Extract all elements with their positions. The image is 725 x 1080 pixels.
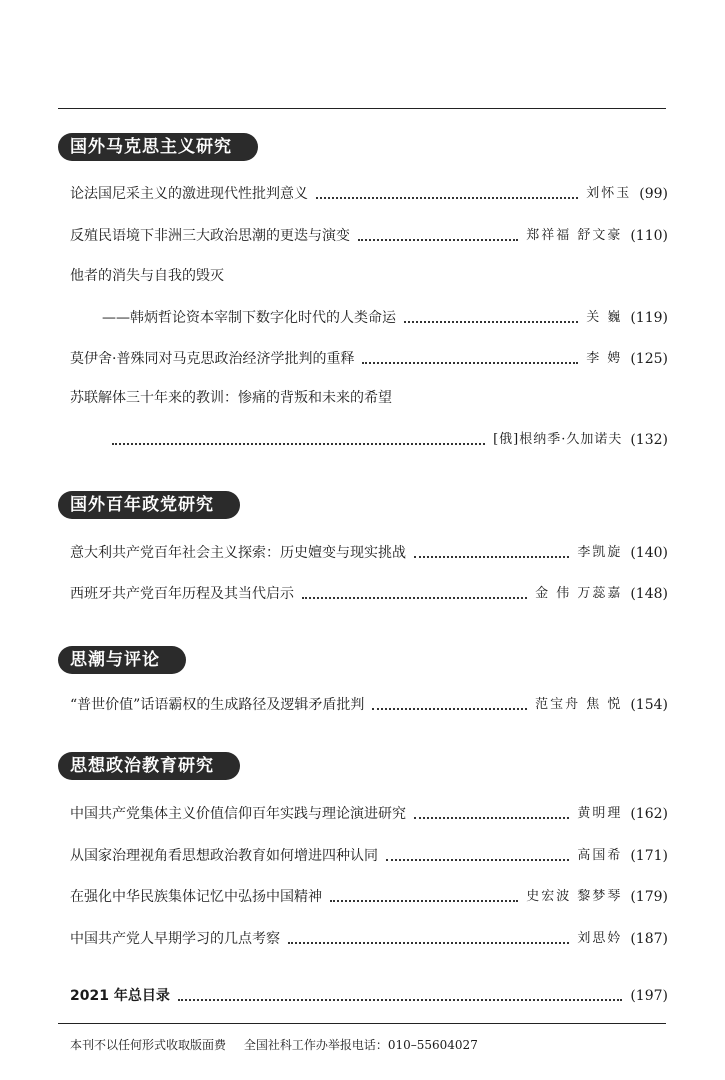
- leader-dots: [288, 941, 569, 944]
- leader-dots: [362, 361, 578, 364]
- footer-hotline: 全国社科工作办举报电话：010–55604027: [243, 1038, 478, 1052]
- leader-dots: [414, 555, 569, 558]
- leader-dots: [178, 998, 623, 1001]
- entry-title[interactable]: 他者的消失与自我的毁灭: [70, 268, 224, 284]
- entry-subtitle: ——韩炳哲论资本宰制下数字化时代的人类命运: [102, 310, 396, 326]
- toc-entry[interactable]: [102, 304, 668, 328]
- leader-dots: [404, 320, 578, 323]
- entry-page: (162): [630, 806, 668, 822]
- entry-page: (187): [630, 931, 668, 947]
- toc-entry[interactable]: [70, 345, 668, 369]
- entry-title: 从国家治理视角看思想政治教育如何增进四种认同: [70, 848, 378, 864]
- entry-page: (125): [630, 351, 668, 367]
- entry-title: 意大利共产党百年社会主义探索：历史嬗变与现实挑战: [70, 545, 406, 561]
- toc-entry[interactable]: [70, 800, 668, 824]
- entry-page: (132): [630, 432, 668, 448]
- section-heading-ideological-education: 思想政治教育研究: [58, 752, 240, 780]
- entry-title: 莫伊舍·普殊同对马克思政治经济学批判的重释: [70, 351, 355, 367]
- footer-notice: 本刊不以任何形式收取版面费: [70, 1038, 227, 1052]
- entry-page: (154): [630, 697, 668, 713]
- entry-author: 高国希: [577, 848, 623, 863]
- leader-dots: [386, 858, 569, 861]
- entry-title: 中国共产党集体主义价值信仰百年实践与理论演进研究: [70, 806, 406, 822]
- entry-page: (140): [630, 545, 668, 561]
- entry-author: 刘思妗: [577, 931, 623, 946]
- entry-author: 李凯旋: [577, 545, 623, 560]
- toc-entry[interactable]: [70, 691, 668, 715]
- section-heading-thought-review: 思潮与评论: [58, 646, 186, 674]
- toc-entry[interactable]: [70, 883, 668, 907]
- entry-page: (148): [630, 586, 668, 602]
- entry-page: (197): [630, 988, 668, 1004]
- toc-entry[interactable]: [70, 925, 668, 949]
- entry-title: 西班牙共产党百年历程及其当代启示: [70, 586, 294, 602]
- section-heading-foreign-marxism: 国外马克思主义研究: [58, 133, 258, 161]
- entry-title: 反殖民语境下非洲三大政治思潮的更迭与演变: [70, 228, 350, 244]
- leader-dots: [330, 899, 518, 902]
- entry-title: 论法国尼采主义的激进现代性批判意义: [70, 186, 308, 202]
- toc-entry[interactable]: [70, 539, 668, 563]
- entry-title[interactable]: 苏联解体三十年来的教训：惨痛的背叛和未来的希望: [70, 390, 392, 406]
- leader-dots: [302, 596, 527, 599]
- entry-author: [俄]根纳季·久加诺夫: [493, 432, 623, 447]
- toc-entry[interactable]: [70, 580, 668, 604]
- entry-title: 在强化中华民族集体记忆中弘扬中国精神: [70, 889, 322, 905]
- toc-entry[interactable]: [112, 426, 668, 450]
- entry-author: 史宏波 黎梦琴: [526, 889, 623, 904]
- toc-entry[interactable]: [70, 180, 668, 204]
- entry-page: (171): [630, 848, 668, 864]
- entry-title: 中国共产党人早期学习的几点考察: [70, 931, 280, 947]
- toc-entry[interactable]: [70, 222, 668, 246]
- entry-title: 2021 年总目录: [70, 988, 170, 1004]
- toc-entry[interactable]: [70, 842, 668, 866]
- footer: [70, 1036, 478, 1053]
- entry-page: (110): [630, 228, 668, 244]
- leader-dots: [372, 707, 527, 710]
- top-rule: [58, 108, 666, 109]
- entry-author: 关 巍: [586, 310, 623, 325]
- bottom-rule: [58, 1023, 666, 1024]
- leader-dots: [316, 196, 578, 199]
- section-heading-century-parties: 国外百年政党研究: [58, 491, 240, 519]
- entry-author: 刘怀玉: [586, 186, 632, 201]
- entry-author: 李 娉: [586, 351, 623, 366]
- toc-entry-annual-index[interactable]: [70, 982, 668, 1006]
- entry-page: (179): [630, 889, 668, 905]
- entry-page: (99): [639, 186, 668, 202]
- entry-author: 金 伟 万蕊嘉: [535, 586, 623, 601]
- entry-title: “普世价值”话语霸权的生成路径及逻辑矛盾批判: [70, 697, 365, 713]
- leader-dots: [414, 816, 569, 819]
- entry-author: 黄明理: [577, 806, 623, 821]
- leader-dots: [112, 442, 485, 445]
- entry-author: 郑祥福 舒文豪: [526, 228, 623, 243]
- leader-dots: [358, 238, 518, 241]
- entry-page: (119): [630, 310, 668, 326]
- entry-author: 范宝舟 焦 悦: [535, 697, 623, 712]
